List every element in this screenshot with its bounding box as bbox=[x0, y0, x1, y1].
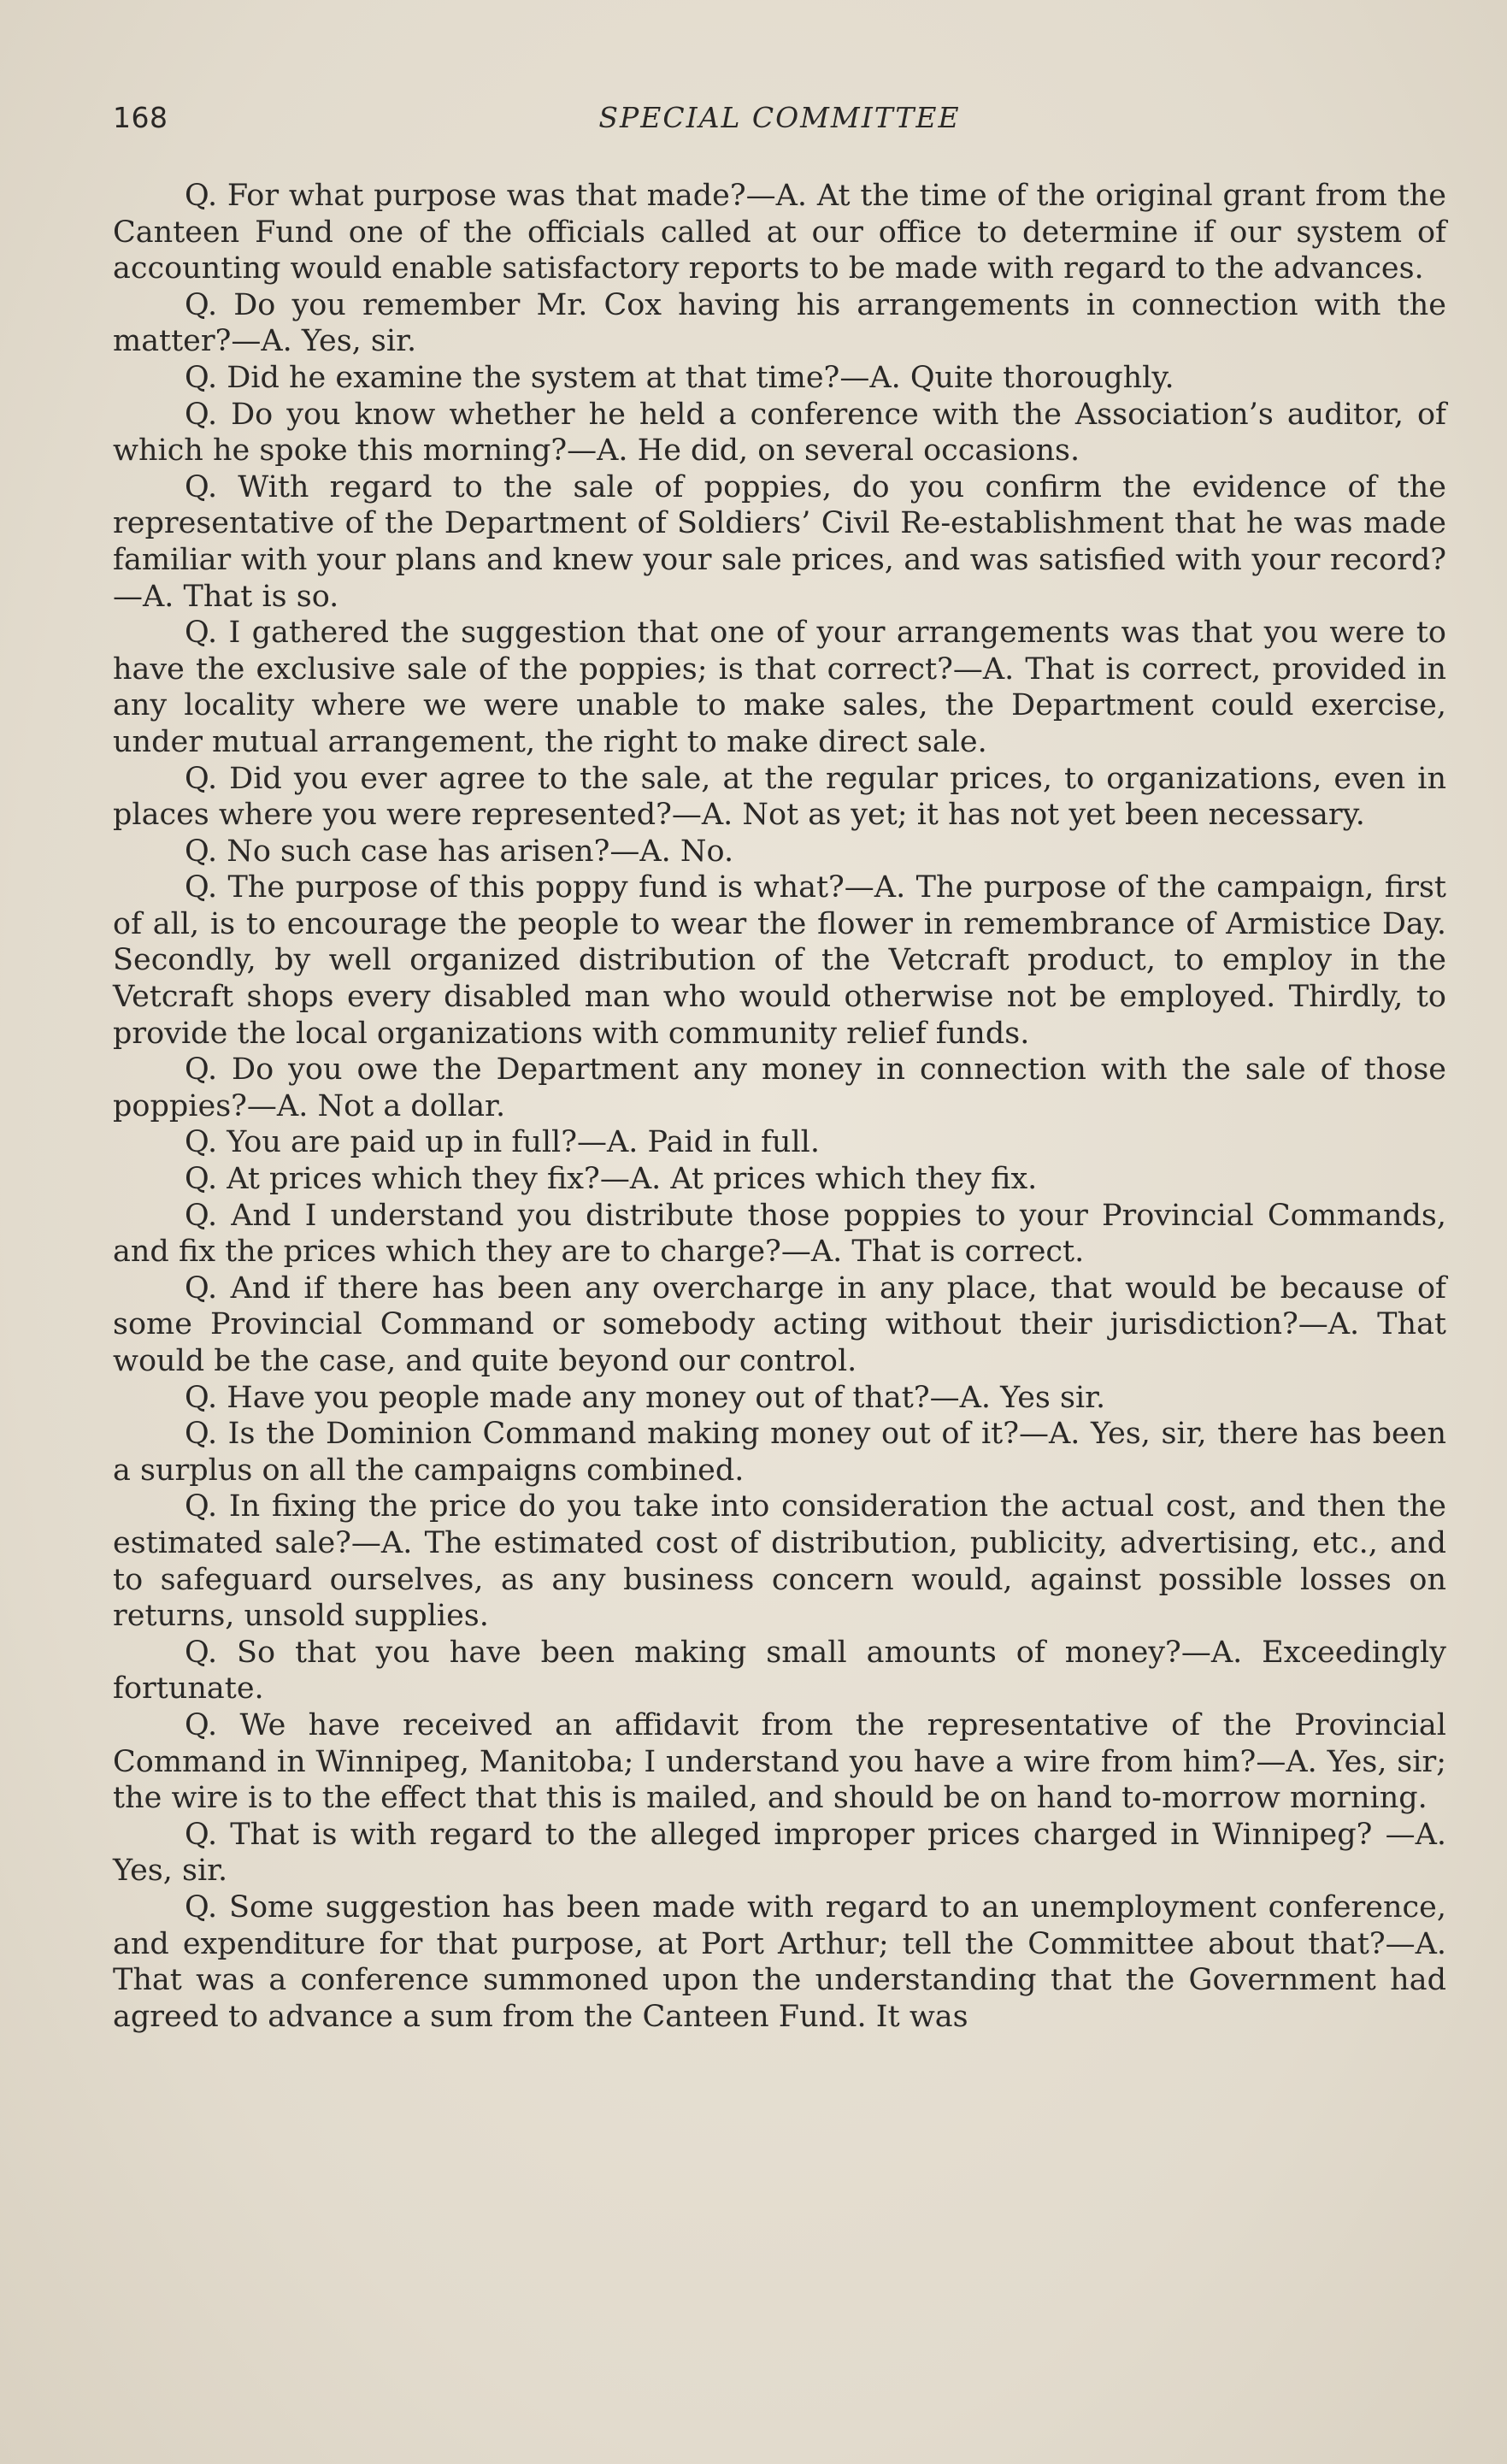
paragraph: Q. And I understand you distribute those poppies to your Provincial Commands, and fix the prices which they are to charge?—A. That is correct. bbox=[113, 1198, 1446, 1270]
paragraph: Q. For what purpose was that made?—A. At the time of the original grant from the Canteen Fund one of the officials called at our office to determine if our system of accounting would enable satisfactory reports to be made with regard to the advances. bbox=[113, 179, 1446, 286]
paragraph: Q. Did you ever agree to the sale, at the regular prices, to organizations, even in places where you were represented?—A. Not as yet; it has not yet been necessary. bbox=[113, 761, 1446, 833]
paragraph: Q. In fixing the price do you take into consideration the actual cost, and then the estimated sale?—A. The estimated cost of distribution, publicity, advertising, etc., and to safeguard ourselves, as any business concern would, against possible losses on returns, unsold supplies. bbox=[113, 1489, 1446, 1634]
paragraph: Q. So that you have been making small amounts of money?—A. Exceedingly fortunate. bbox=[113, 1635, 1446, 1707]
paragraph: Q. We have received an affidavit from the representative of the Provincial Command in Winnipeg, Manitoba; I understand you have a wire from him?—A. Yes, sir; the wire is to the effect that this is mailed, and should be on hand to-morrow morning. bbox=[113, 1707, 1446, 1816]
paragraph: Q. Did he examine the system at that time?—A. Quite thoroughly. bbox=[185, 360, 1174, 395]
paragraph: Q. The purpose of this poppy fund is what?—A. The purpose of the campaign, first of all, is to encourage the people to wear the flower in remembrance of Armistice Day. Secondly, by well organized distribution of the Vetcraft product, to employ in the Vetcraft shops every disabled man who would otherwise not be employed. Thirdly, to provide the local organizations with community relief funds. bbox=[113, 870, 1446, 1051]
paragraph: Q. I gathered the suggestion that one of your arrangements was that you were to have the exclusive sale of the poppies; is that correct?—A. That is correct, provided in any locality where we were unable to make sales, the Department could exercise, under mutual arrangement, the right to make direct sale. bbox=[113, 616, 1446, 759]
running-title: SPECIAL COMMITTEE bbox=[598, 101, 961, 134]
paragraph: Q. That is with regard to the alleged improper prices charged in Winnipeg? —A. Yes, sir. bbox=[113, 1817, 1446, 1889]
paragraph: Q. With regard to the sale of poppies, do you confirm the evidence of the representative of the Department of Soldiers’ Civil Re-establishment that he was made familiar with your plans and knew your sale prices, and was satisfied with your record?—A. That is so. bbox=[113, 469, 1446, 614]
paragraph: Q. Is the Dominion Command making money out of it?—A. Yes, sir, there has been a surplus on all the campaigns combined. bbox=[113, 1417, 1446, 1488]
paragraph: Q. You are paid up in full?—A. Paid in full. bbox=[185, 1125, 820, 1160]
page-number: 168 bbox=[113, 101, 168, 134]
paragraph: Q. Do you remember Mr. Cox having his arrangements in connection with the matter?—A. Yes, sir. bbox=[113, 287, 1446, 359]
paragraph: Q. No such case has arisen?—A. No. bbox=[185, 834, 734, 869]
paragraph: Q. Do you owe the Department any money in connection with the sale of those poppies?—A. Not a dollar. bbox=[113, 1052, 1446, 1123]
paragraph: Q. Do you know whether he held a conference with the Association’s auditor, of which he spoke this morning?—A. He did, on several occasions. bbox=[113, 397, 1446, 469]
paragraph: Q. And if there has been any overcharge in any place, that would be because of some Provincial Command or somebody acting without their jurisdiction?—A. That would be the case, and quite beyond our control. bbox=[113, 1270, 1446, 1378]
paragraph: Q. At prices which they fix?—A. At prices which they fix. bbox=[185, 1162, 1038, 1197]
paragraph: Q. Some suggestion has been made with regard to an unemployment conference, and expenditure for that purpose, at Port Arthur; tell the Committee about that?—A. That was a conference summoned upon the understanding that the Government had agreed to advance a sum from the Canteen Fund. It was bbox=[113, 1889, 1446, 2034]
paragraph: Q. Have you people made any money out of that?—A. Yes sir. bbox=[185, 1380, 1106, 1415]
body-text bbox=[113, 178, 1446, 2035]
document-page bbox=[113, 101, 1446, 149]
running-header bbox=[113, 101, 1446, 149]
